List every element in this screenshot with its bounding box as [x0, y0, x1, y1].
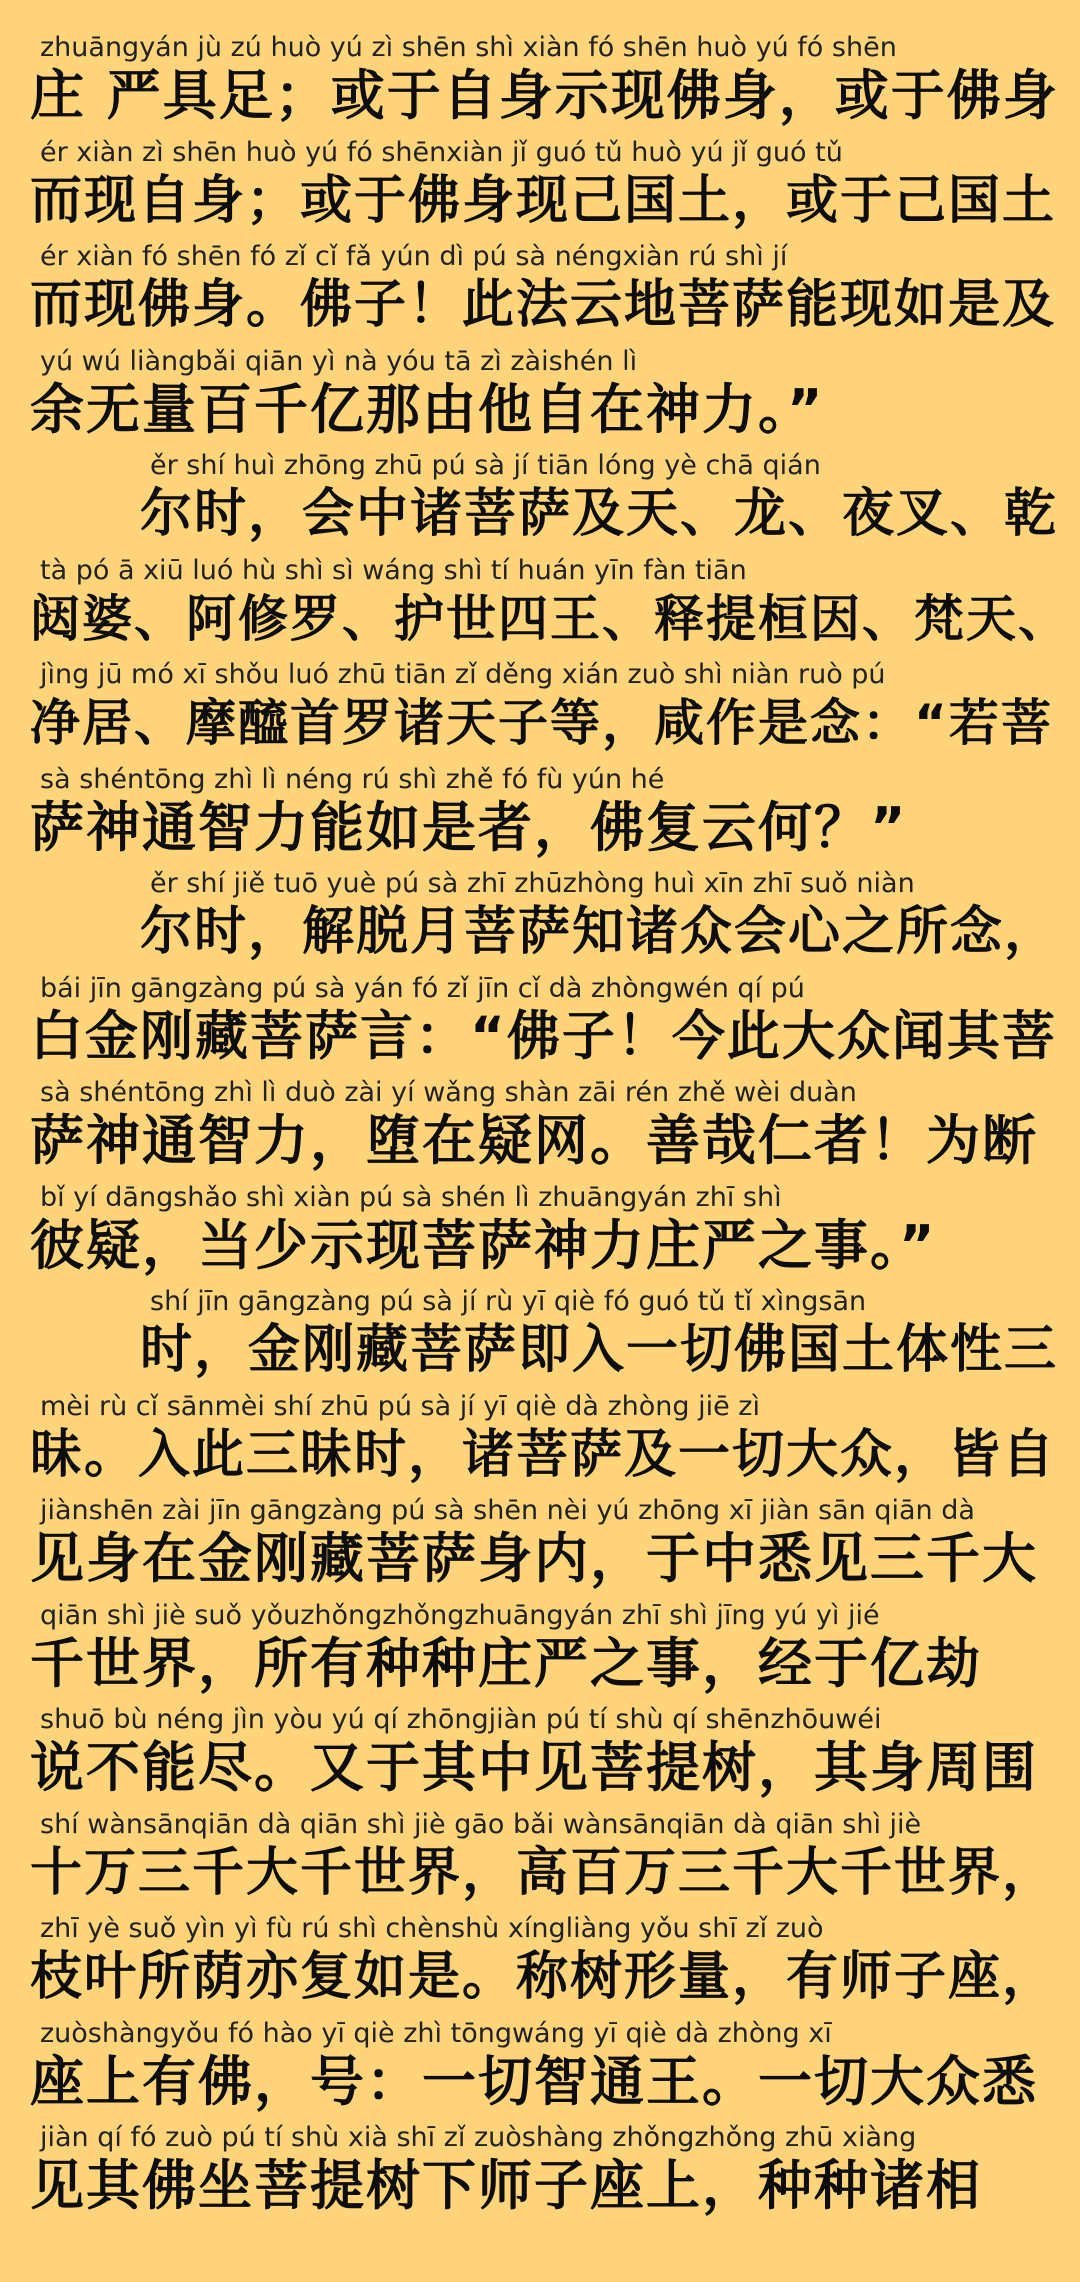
pinyin-annotation: jiànshēn zài jīn gāngzàng pú sà shēn nèi yú zhōng xī jiàn sān qiān dà [40, 1495, 975, 1526]
pinyin-annotation: zhuāngyán jù zú huò yú zì shēn shì xiàn fó shēn huò yú fó shēn [40, 32, 897, 63]
chinese-text: 萨神通智力，堕在疑网。善哉仁者！为断 [30, 1109, 1038, 1172]
pinyin-annotation: bái jīn gāngzàng pú sà yán fó zǐ jīn cǐ dà zhòngwén qí pú [40, 972, 805, 1004]
pinyin-annotation: ér xiàn fó shēn fó zǐ cǐ fǎ yún dì pú sà néngxiàn rú shì jí [40, 241, 788, 272]
chinese-text: 千世界，所有种种庄严之事，经于亿劫 [30, 1631, 982, 1695]
pinyin-annotation: qiān shì jiè suǒ yǒuzhǒngzhǒngzhuāngyán zhī shì jīng yú yì jié [40, 1599, 880, 1631]
text-line [0, 2120, 1080, 2220]
text-line [0, 448, 1080, 548]
pinyin-annotation: shí wànsānqiān dà qiān shì jiè gāo bǎi wànsānqiān dà qiān shì jiè [40, 1808, 922, 1840]
text-line [0, 1807, 1080, 1907]
chinese-text: 闼婆、阿修罗、护世四王、释提桓因、梵天、 [30, 589, 1070, 648]
text-line [0, 135, 1080, 235]
pinyin-annotation: sà shéntōng zhì lì néng rú shì zhě fó fù yún hé [40, 763, 665, 795]
chinese-text: 尔时，解脱月菩萨知诸众会心之所念， [140, 902, 1059, 962]
text-line [0, 1493, 1080, 1593]
text-line [0, 239, 1080, 339]
pinyin-annotation: shuō bù néng jìn yòu yú qí zhōngjiàn pú tí shù qí shēnzhōuwéi [40, 1704, 882, 1735]
text-line [0, 553, 1080, 653]
chinese-text: 而现自身；或于佛身现己国土，或于己国土 [30, 170, 1057, 231]
chinese-text: 萨神通智力能如是者，佛复云何？” [30, 795, 908, 859]
pinyin-annotation: jiàn qí fó zuò pú tí shù xià shī zǐ zuòshàng zhǒngzhǒng zhū xiàng [40, 2122, 917, 2153]
pinyin-annotation: ěr shí jiě tuō yuè pú sà zhī zhūzhòng huì xīn zhī suǒ niàn [150, 868, 915, 899]
chinese-text: 净居、摩醯首罗诸天子等，咸作是念：“若菩 [30, 694, 1053, 752]
pinyin-annotation: ěr shí huì zhōng zhū pú sà jí tiān lóng yè chā qián [150, 450, 821, 481]
chinese-text: 见其佛坐菩提树下师子座上，种种诸相 [30, 2154, 982, 2217]
text-line [0, 30, 1080, 130]
pinyin-annotation: yú wú liàngbǎi qiān yì nà yóu tā zì zàishén lì [40, 345, 638, 377]
pinyin-annotation: zhī yè suǒ yìn yì fù rú shì chènshù xíngliàng yǒu shī zǐ zuò [40, 1913, 824, 1944]
text-line [0, 2016, 1080, 2116]
pinyin-annotation: bǐ yí dāngshǎo shì xiàn pú sà shén lì zhuāngyán zhī shì [40, 1181, 782, 1213]
pinyin-annotation: jìng jū mó xī shǒu luó zhū tiān zǐ děng xián zuò shì niàn ruò pú [40, 659, 886, 690]
text-line [0, 1702, 1080, 1802]
chinese-text: 十万三千大千世界，高百万三千大千世界， [30, 1842, 1057, 1903]
chinese-text: 见身在金刚藏菩萨身内，于中悉见三千大 [30, 1527, 1038, 1590]
text-line [0, 1180, 1080, 1280]
chinese-text: 座上有佛，号：一切智通王。一切大众悉 [30, 2049, 1038, 2113]
chinese-text: 白金刚藏菩萨言：“佛子！今此大众闻其菩 [30, 1005, 1057, 1067]
text-line [0, 1389, 1080, 1489]
text-line [0, 1075, 1080, 1175]
chinese-text: 庄 严具足；或于自身示现佛身，或于佛身 [30, 64, 1059, 127]
text-line [0, 344, 1080, 444]
text-line [0, 762, 1080, 862]
chinese-text: 昧。入此三昧时，诸菩萨及一切大众，皆自 [30, 1424, 1057, 1485]
text-line [0, 1598, 1080, 1698]
chinese-text: 余无量百千亿那由他自在神力。” [30, 377, 825, 441]
pinyin-annotation: sà shéntōng zhì lì duò zài yí wǎng shàn zāi rén zhě wèi duàn [40, 1077, 857, 1108]
text-line [0, 971, 1080, 1071]
text-line [0, 1911, 1080, 2011]
chinese-text: 枝叶所荫亦复如是。称树形量，有师子座， [30, 1947, 1057, 2007]
pinyin-annotation: zuòshàngyǒu fó hào yī qiè zhì tōngwáng yī qiè dà zhòng xī [40, 2017, 832, 2049]
chinese-text: 说不能尽。又于其中见菩提树，其身周围 [30, 1736, 1038, 1799]
pinyin-annotation: ér xiàn zì shēn huò yú fó shēnxiàn jǐ guó tǔ huò yú jǐ guó tǔ [40, 136, 843, 168]
chinese-text: 时，金刚藏菩萨即入一切佛国土体性三 [140, 1320, 1059, 1380]
text-line [0, 866, 1080, 966]
pinyin-annotation: shí jīn gāngzàng pú sà jí rù yī qiè fó guó tǔ tǐ xìngsān [150, 1286, 867, 1317]
chinese-text: 而现佛身。佛子！此法云地菩萨能现如是及 [30, 275, 1057, 335]
chinese-text: 尔时，会中诸菩萨及天、龙、夜叉、乾 [140, 484, 1059, 544]
pinyin-annotation: tà pó ā xiū luó hù shì sì wáng shì tí huán yīn fàn tiān [40, 554, 747, 586]
pinyin-annotation: mèi rù cǐ sānmèi shí zhū pú sà jí yī qiè dà zhòng jiē zì [40, 1390, 760, 1422]
text-line [0, 1284, 1080, 1384]
chinese-text: 彼疑，当少示现菩萨神力庄严之事。” [30, 1213, 937, 1277]
text-line [0, 657, 1080, 757]
